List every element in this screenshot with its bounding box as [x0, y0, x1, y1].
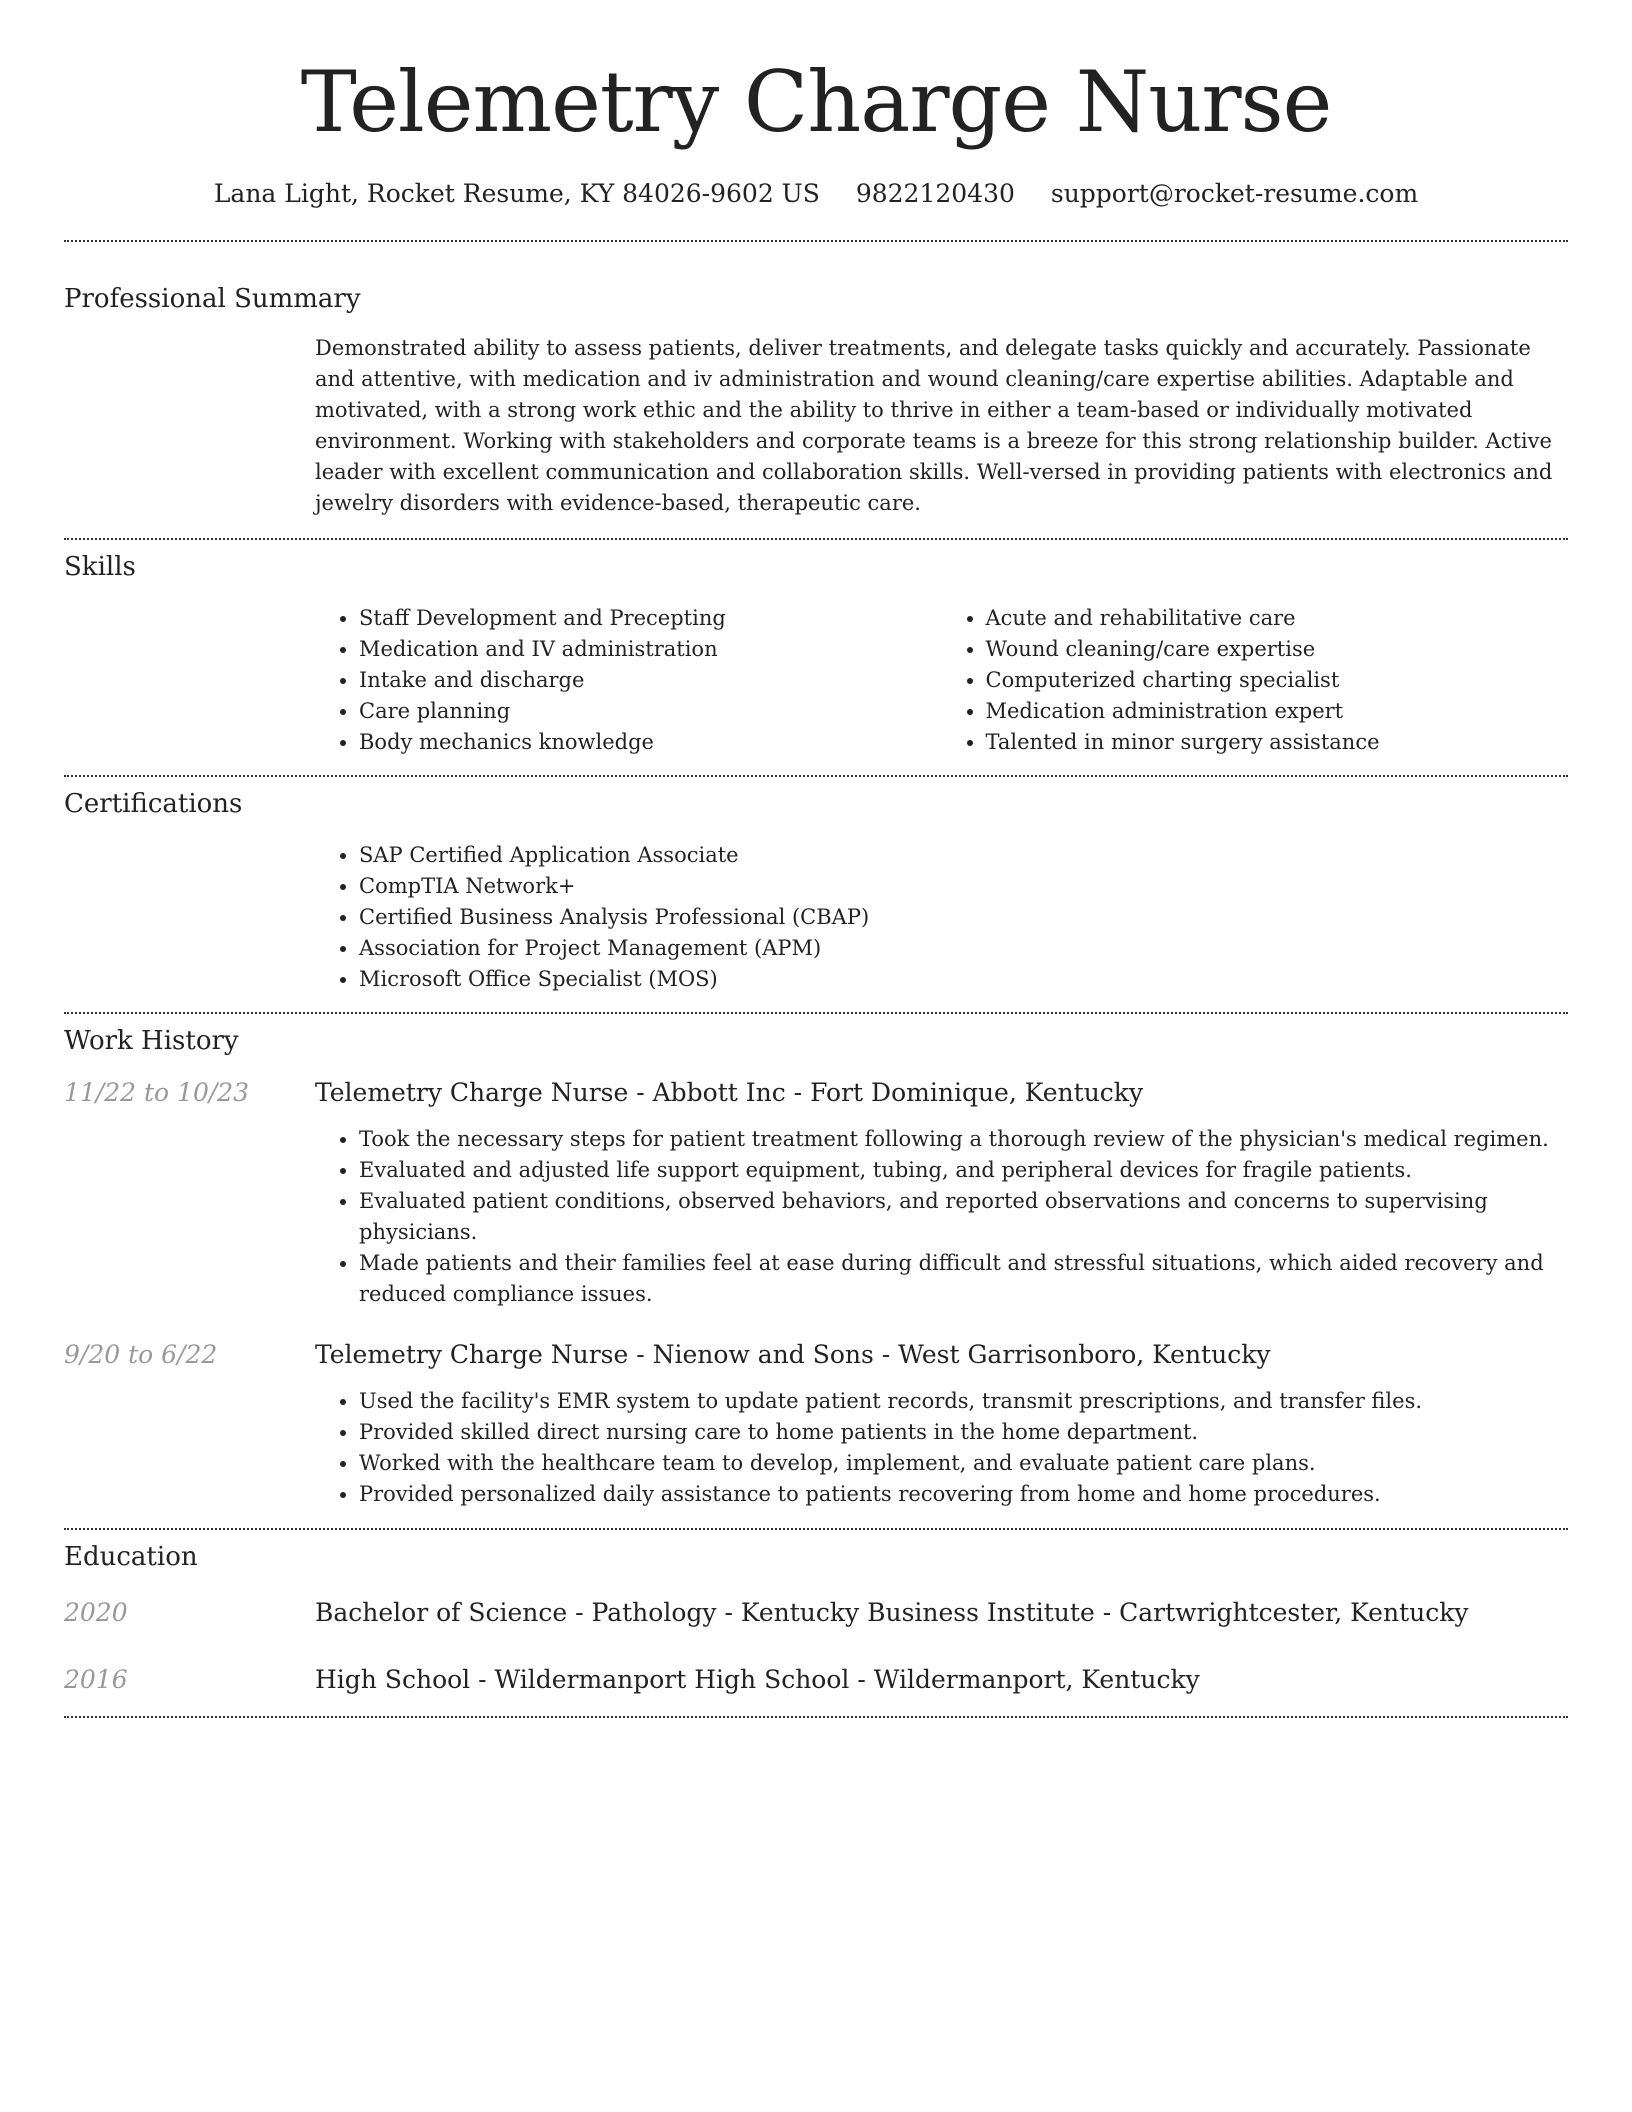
list-item: • Intake and discharge: [359, 665, 942, 696]
work-history-heading: Work History: [64, 1026, 239, 1056]
education-heading: Education: [64, 1542, 198, 1572]
skills-section: [64, 550, 1568, 758]
education-entry: [64, 1663, 1568, 1697]
education-title: High School - Wildermanport High School - Wildermanport, Kentucky: [315, 1665, 1200, 1694]
education-year: 2016: [64, 1665, 128, 1694]
list-item: • Medication administration expert: [986, 696, 1569, 727]
list-item: • Certified Business Analysis Professional (CBAP): [359, 902, 1568, 933]
contact-address: Lana Light, Rocket Resume, KY 84026-9602 US: [213, 179, 820, 208]
summary-section: [64, 282, 1568, 519]
list-item: • Care planning: [359, 696, 942, 727]
list-item: • Acute and rehabilitative care: [986, 603, 1569, 634]
job-title: Telemetry Charge Nurse - Abbott Inc - Fort Dominique, Kentucky: [315, 1078, 1144, 1107]
section-divider: [64, 1716, 1568, 1718]
education-title: Bachelor of Science - Pathology - Kentucky Business Institute - Cartwrightcester, Kentucky: [315, 1598, 1469, 1627]
list-item: • Microsoft Office Specialist (MOS): [359, 964, 1568, 995]
section-divider: [64, 1012, 1568, 1014]
summary-text: Demonstrated ability to assess patients, deliver treatments, and delegate tasks quickly and accurately. Passionate and attentive, with medication and iv administration and wound cleaning/care expertise abilities. Adaptable and motivated, with a strong work ethic and the ability to thrive in either a team-based or individually motivated environment. Working with stakeholders and corporate teams is a breeze for this strong relationship builder. Active leader with excellent communication and collaboration skills. Well-versed in providing patients with electronics and jewelry disorders with evidence-based, therapeutic care.: [315, 336, 1553, 515]
summary-heading: Professional Summary: [64, 284, 361, 314]
section-divider: [64, 1528, 1568, 1530]
certifications-section: [64, 787, 1568, 995]
education-section: [64, 1540, 1568, 1697]
list-item: • Evaluated patient conditions, observed behaviors, and reported observations and concerns to supervising physicians.: [359, 1186, 1568, 1248]
skills-list-right: [942, 603, 1569, 758]
certifications-heading: Certifications: [64, 789, 243, 819]
job-dates: 9/20 to 6/22: [64, 1340, 218, 1369]
education-year: 2020: [64, 1598, 128, 1627]
list-item: • Evaluated and adjusted life support equipment, tubing, and peripheral devices for fragile patients.: [359, 1155, 1568, 1186]
list-item: • Staff Development and Precepting: [359, 603, 942, 634]
work-history-section: [64, 1024, 1568, 1510]
job-entry: [64, 1076, 1568, 1310]
resume-page: [64, 0, 1568, 1718]
job-title: Telemetry Charge Nurse - Nienow and Sons - West Garrisonboro, Kentucky: [315, 1340, 1271, 1369]
contact-phone: 9822120430: [855, 179, 1015, 208]
job-dates: 11/22 to 10/23: [64, 1078, 250, 1107]
contact-line: [64, 178, 1568, 210]
list-item: • Association for Project Management (APM): [359, 933, 1568, 964]
section-divider: [64, 240, 1568, 242]
list-item: • Provided skilled direct nursing care to home patients in the home department.: [359, 1417, 1568, 1448]
list-item: • Talented in minor surgery assistance: [986, 727, 1569, 758]
certifications-list: [315, 840, 1568, 995]
list-item: • Used the facility's EMR system to update patient records, transmit prescriptions, and transfer files.: [359, 1386, 1568, 1417]
list-item: • Provided personalized daily assistance to patients recovering from home and home procedures.: [359, 1479, 1568, 1510]
resume-title: Telemetry Charge Nurse: [300, 53, 1332, 151]
list-item: • Wound cleaning/care expertise: [986, 634, 1569, 665]
education-entry: [64, 1596, 1568, 1630]
job-entry: [64, 1338, 1568, 1510]
section-divider: [64, 775, 1568, 777]
list-item: • Computerized charting specialist: [986, 665, 1569, 696]
list-item: • Took the necessary steps for patient treatment following a thorough review of the physician's medical regimen.: [359, 1124, 1568, 1155]
contact-email: support@rocket-resume.com: [1050, 179, 1419, 208]
job-bullets: [315, 1124, 1568, 1310]
list-item: • Body mechanics knowledge: [359, 727, 942, 758]
list-item: • Made patients and their families feel at ease during difficult and stressful situations, which aided recovery and reduced compliance issues.: [359, 1248, 1568, 1310]
skills-heading: Skills: [64, 552, 136, 582]
list-item: • SAP Certified Application Associate: [359, 840, 1568, 871]
section-divider: [64, 538, 1568, 540]
list-item: • Worked with the healthcare team to develop, implement, and evaluate patient care plans.: [359, 1448, 1568, 1479]
skills-list-left: [315, 603, 942, 758]
list-item: • Medication and IV administration: [359, 634, 942, 665]
list-item: • CompTIA Network+: [359, 871, 1568, 902]
job-bullets: [315, 1386, 1568, 1510]
